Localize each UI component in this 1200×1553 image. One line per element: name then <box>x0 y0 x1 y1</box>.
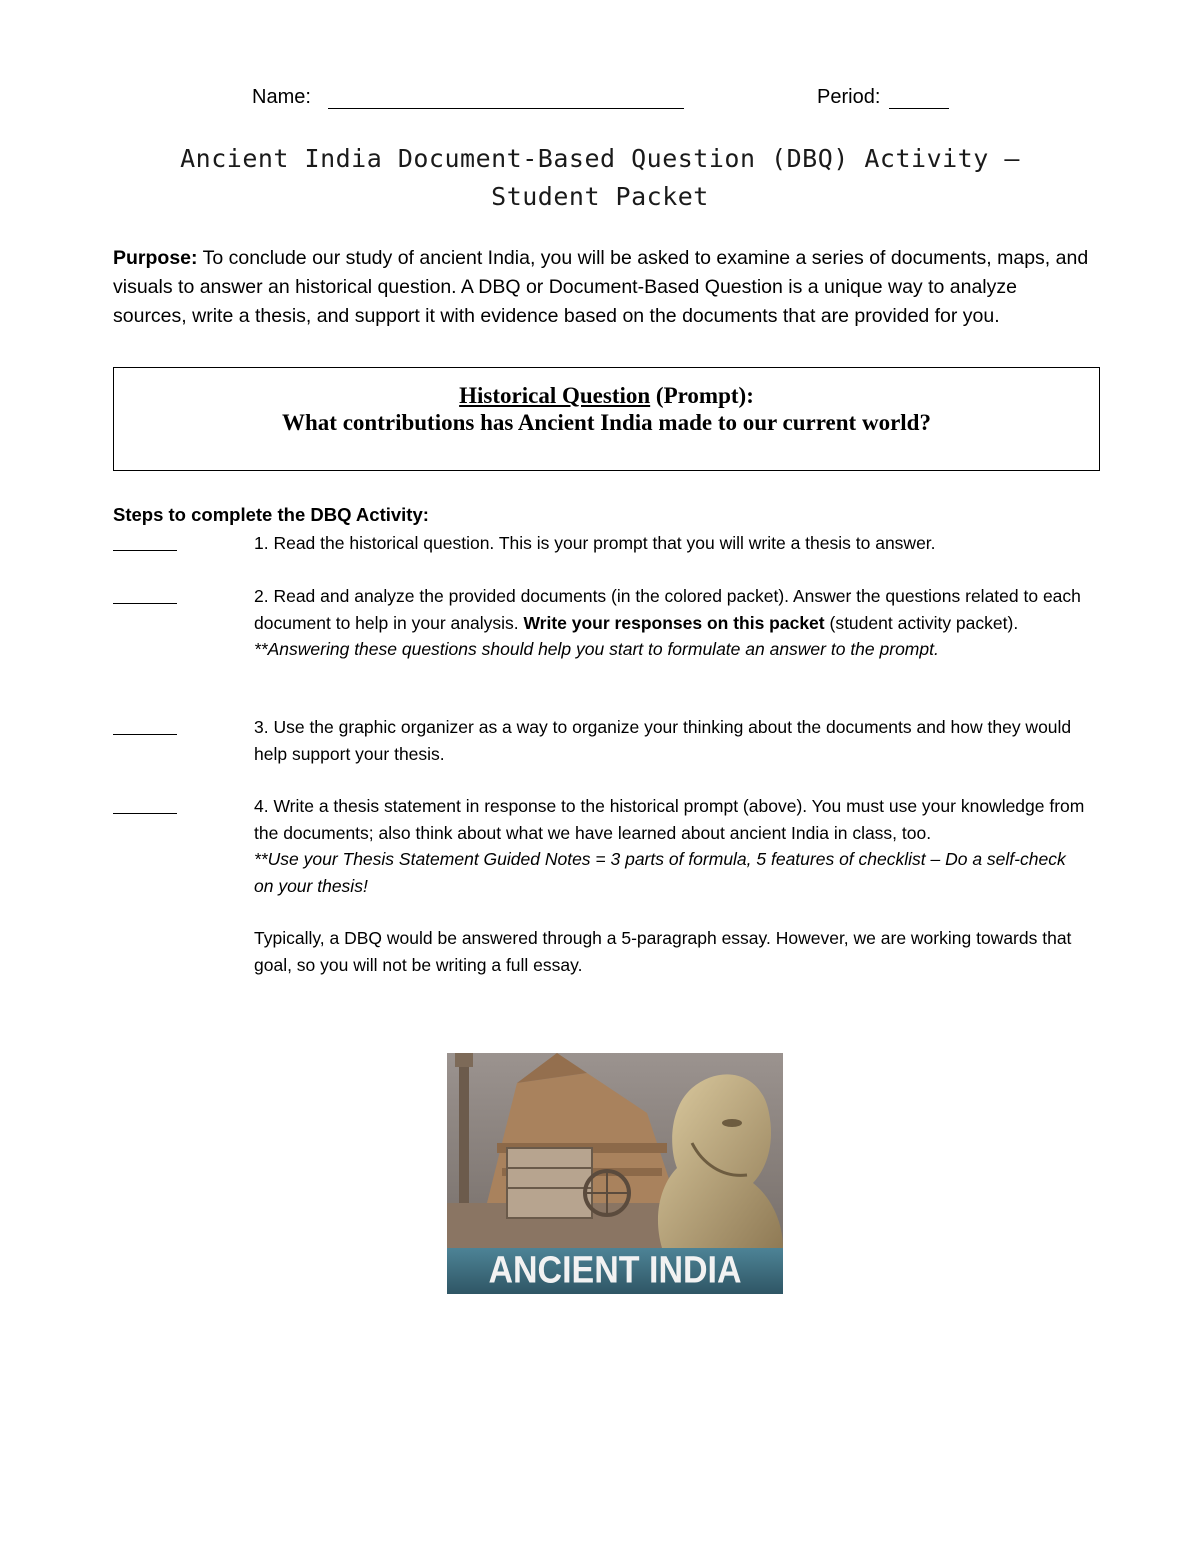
step-2-body <box>254 583 1089 663</box>
step-3-check-blank <box>113 714 177 735</box>
ancient-india-image <box>447 1053 783 1294</box>
step-2-note: **Answering these questions should help you start to formulate an answer to the prompt. <box>254 639 939 659</box>
purpose-paragraph <box>113 244 1093 331</box>
period-blank-line <box>889 108 949 109</box>
step-2-bold: Write your responses on this packet <box>523 612 825 633</box>
step-4-note: **Use your Thesis Statement Guided Notes = 3 parts of formula, 5 features of checklist – Do a self-check on your thesis! <box>254 849 1066 896</box>
prompt-heading-suffix: (Prompt): <box>650 383 754 408</box>
title-line-2: Student Packet <box>491 182 709 211</box>
step-4-extra: Typically, a DBQ would be answered through a 5-paragraph essay. However, we are working towards that goal, so you will not be writing a full essay. <box>254 928 1072 975</box>
step-1-text: 1. Read the historical question. This is your prompt that you will write a thesis to answer. <box>254 533 936 553</box>
step-4-body <box>254 793 1089 978</box>
title-line-1: Ancient India Document-Based Question (DBQ) Activity – <box>180 144 1020 173</box>
purpose-label: Purpose: <box>113 247 198 269</box>
prompt-heading-underlined: Historical Question <box>459 383 651 408</box>
step-2-check-blank <box>113 583 177 604</box>
step-2-text-after: (student activity packet). <box>824 612 1019 633</box>
period-label: Period: <box>817 86 881 108</box>
prompt-question: What contributions has Ancient India made to our current world? <box>282 410 931 435</box>
step-4-check-blank <box>113 793 177 814</box>
name-label: Name: <box>252 86 311 108</box>
purpose-text: To conclude our study of ancient India, you will be asked to examine a series of documents, maps, and visuals to answer an historical question. A DBQ or Document-Based Question is a unique way to analyze sources, write a thesis, and support it with evidence based on the documents that are provided for you. <box>113 247 1089 327</box>
step-3-text: 3. Use the graphic organizer as a way to organize your thinking about the documents and how they would help support your thesis. <box>254 717 1072 764</box>
step-2-text: 2. Read and analyze the provided documents (in the colored packet). Answer the questions related to each document to help in your analysis. <box>254 586 1081 633</box>
page-title <box>100 140 1100 216</box>
steps-heading: Steps to complete the DBQ Activity: <box>113 504 429 525</box>
step-1-check-blank <box>113 530 177 551</box>
image-caption: ANCIENT INDIA <box>488 1248 742 1292</box>
historical-question-box <box>113 367 1100 471</box>
prompt-heading <box>114 382 1099 409</box>
name-blank-line <box>328 108 684 109</box>
step-4-text: 4. Write a thesis statement in response to the historical prompt (above). You must use your knowledge from the documents; also think about what we have learned about ancient India in class, too. <box>254 796 1085 843</box>
header-row <box>0 86 1200 116</box>
